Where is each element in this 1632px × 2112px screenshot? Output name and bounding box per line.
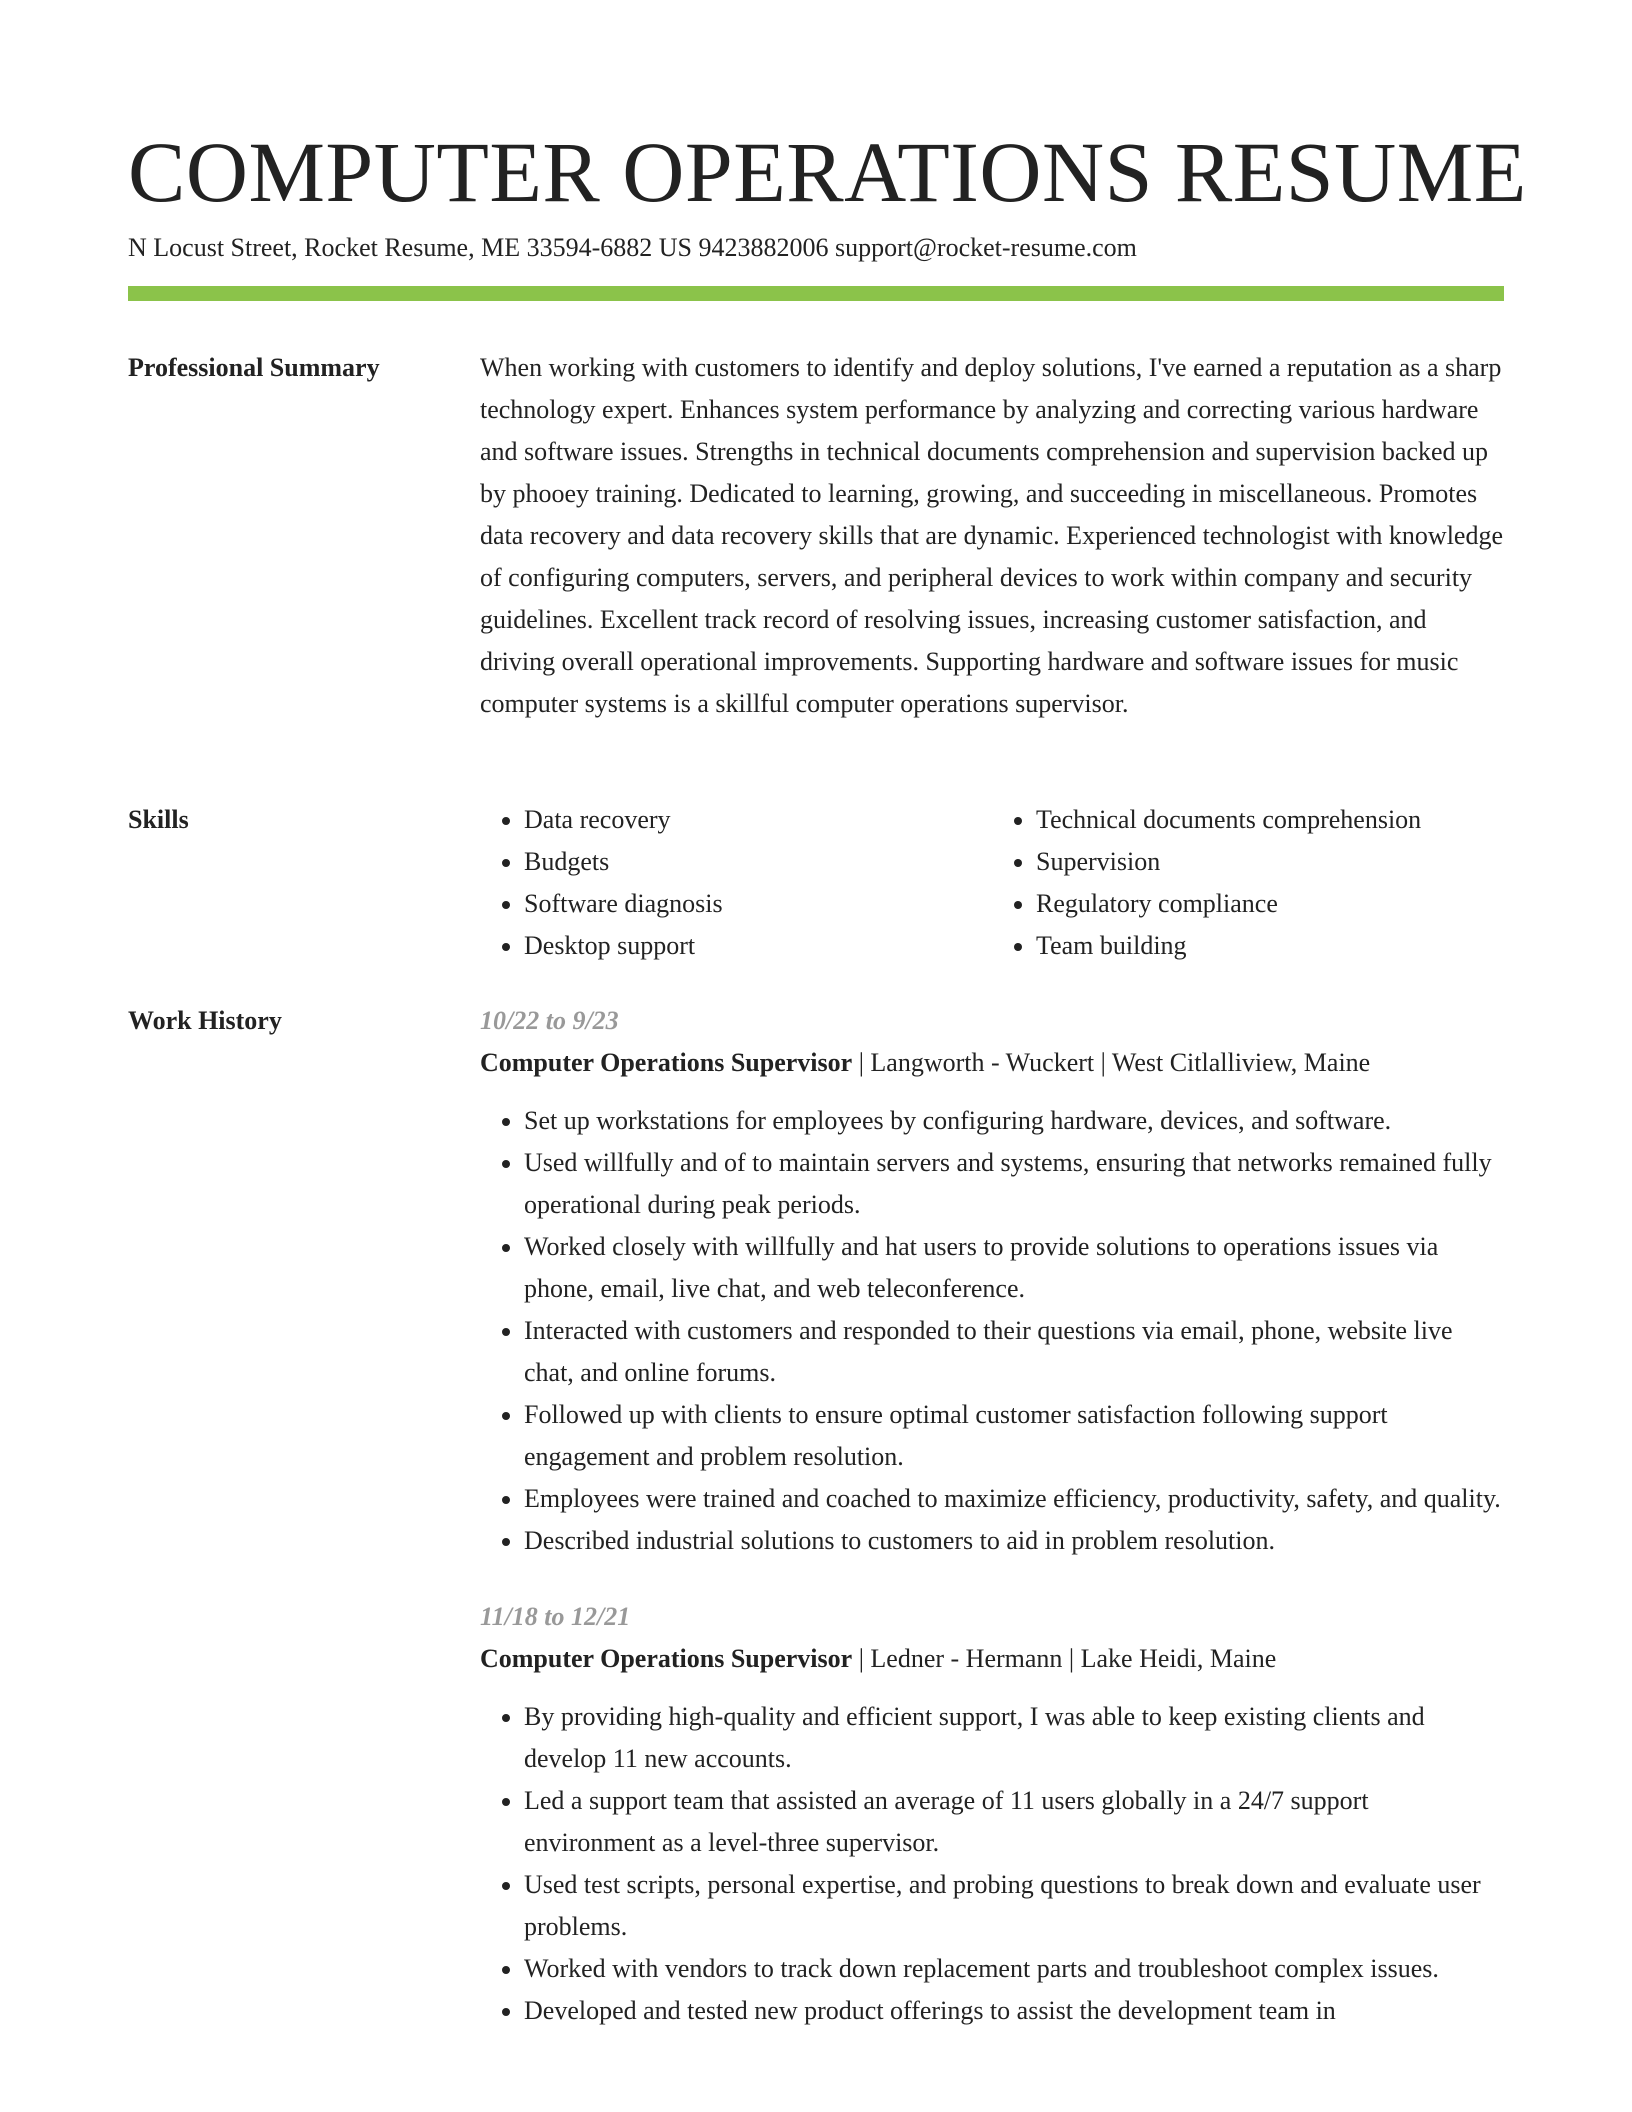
job-dates: 10/22 to 9/23	[480, 1006, 619, 1035]
job-bullet: • Used willfully and of to maintain servers and systems, ensuring that networks remained fully operational during peak periods.	[524, 1142, 1504, 1226]
work-history-heading: Work History	[128, 1006, 282, 1035]
skill-item: • Regulatory compliance	[1036, 883, 1504, 925]
skills-grid	[480, 799, 1504, 967]
skill-item: • Team building	[1036, 925, 1504, 967]
contact-info: N Locust Street, Rocket Resume, ME 33594-6882 US 9423882006 support@rocket-resume.com	[128, 233, 1137, 262]
job-bullet-list	[480, 1696, 1504, 2032]
job-title: Computer Operations Supervisor	[480, 1048, 853, 1077]
job-title-line	[480, 1042, 1504, 1084]
job-bullet: • Employees were trained and coached to maximize efficiency, productivity, safety, and quality.	[524, 1478, 1504, 1520]
summary-text: When working with customers to identify and deploy solutions, I've earned a reputation as a sharp technology expert. Enhances system performance by analyzing and correcting various hardware and software issues. Strengths in technical documents comprehension and supervision backed up by phooey training. Dedicated to learning, growing, and succeeding in miscellaneous. Promotes data recovery and data recovery skills that are dynamic. Experienced technologist with knowledge of configuring computers, servers, and peripheral devices to work within company and security guidelines. Excellent track record of resolving issues, increasing customer satisfaction, and driving overall operational improvements. Supporting hardware and software issues for music computer systems is a skillful computer operations supervisor.	[480, 353, 1504, 718]
job-bullet: • Set up workstations for employees by configuring hardware, devices, and software.	[524, 1100, 1504, 1142]
job-bullet: • Worked closely with willfully and hat users to provide solutions to operations issues via phone, email, live chat, and web teleconference.	[524, 1226, 1504, 1310]
skills-list-left	[480, 799, 992, 967]
job-bullet: • Interacted with customers and responded to their questions via email, phone, website live chat, and online forums.	[524, 1310, 1504, 1394]
skills-heading: Skills	[128, 805, 189, 834]
job-entry	[480, 1000, 1504, 1562]
job-bullet: • Developed and tested new product offerings to assist the development team in	[524, 1990, 1504, 2032]
skill-item: • Data recovery	[524, 799, 992, 841]
job-bullet: • Led a support team that assisted an average of 11 users globally in a 24/7 support environment as a level-three supervisor.	[524, 1780, 1504, 1864]
job-details: | Langworth - Wuckert | West Citlalliview, Maine	[852, 1048, 1371, 1077]
job-bullet: • By providing high-quality and efficient support, I was able to keep existing clients and develop 11 new accounts.	[524, 1696, 1504, 1780]
skill-item: • Budgets	[524, 841, 992, 883]
job-bullet: • Used test scripts, personal expertise, and probing questions to break down and evaluate user problems.	[524, 1864, 1504, 1948]
skill-item: • Desktop support	[524, 925, 992, 967]
job-dates: 11/18 to 12/21	[480, 1602, 631, 1631]
work-history-body	[480, 1000, 1504, 2054]
job-bullet: • Followed up with clients to ensure optimal customer satisfaction following support engagement and problem resolution.	[524, 1394, 1504, 1478]
job-entry	[480, 1596, 1504, 2032]
skill-item: • Software diagnosis	[524, 883, 992, 925]
summary-heading: Professional Summary	[128, 353, 380, 382]
job-bullet: • Worked with vendors to track down replacement parts and troubleshoot complex issues.	[524, 1948, 1504, 1990]
summary-body	[480, 347, 1504, 725]
job-title-line	[480, 1638, 1504, 1680]
skills-list-right	[992, 799, 1504, 967]
job-bullet-list	[480, 1100, 1504, 1562]
resume-title: COMPUTER OPERATIONS RESUME	[128, 124, 1527, 220]
skill-item: • Supervision	[1036, 841, 1504, 883]
job-title: Computer Operations Supervisor	[480, 1644, 853, 1673]
skill-item: • Technical documents comprehension	[1036, 799, 1504, 841]
job-bullet: • Described industrial solutions to customers to aid in problem resolution.	[524, 1520, 1504, 1562]
header-divider	[128, 286, 1504, 301]
job-details: | Ledner - Hermann | Lake Heidi, Maine	[852, 1644, 1277, 1673]
